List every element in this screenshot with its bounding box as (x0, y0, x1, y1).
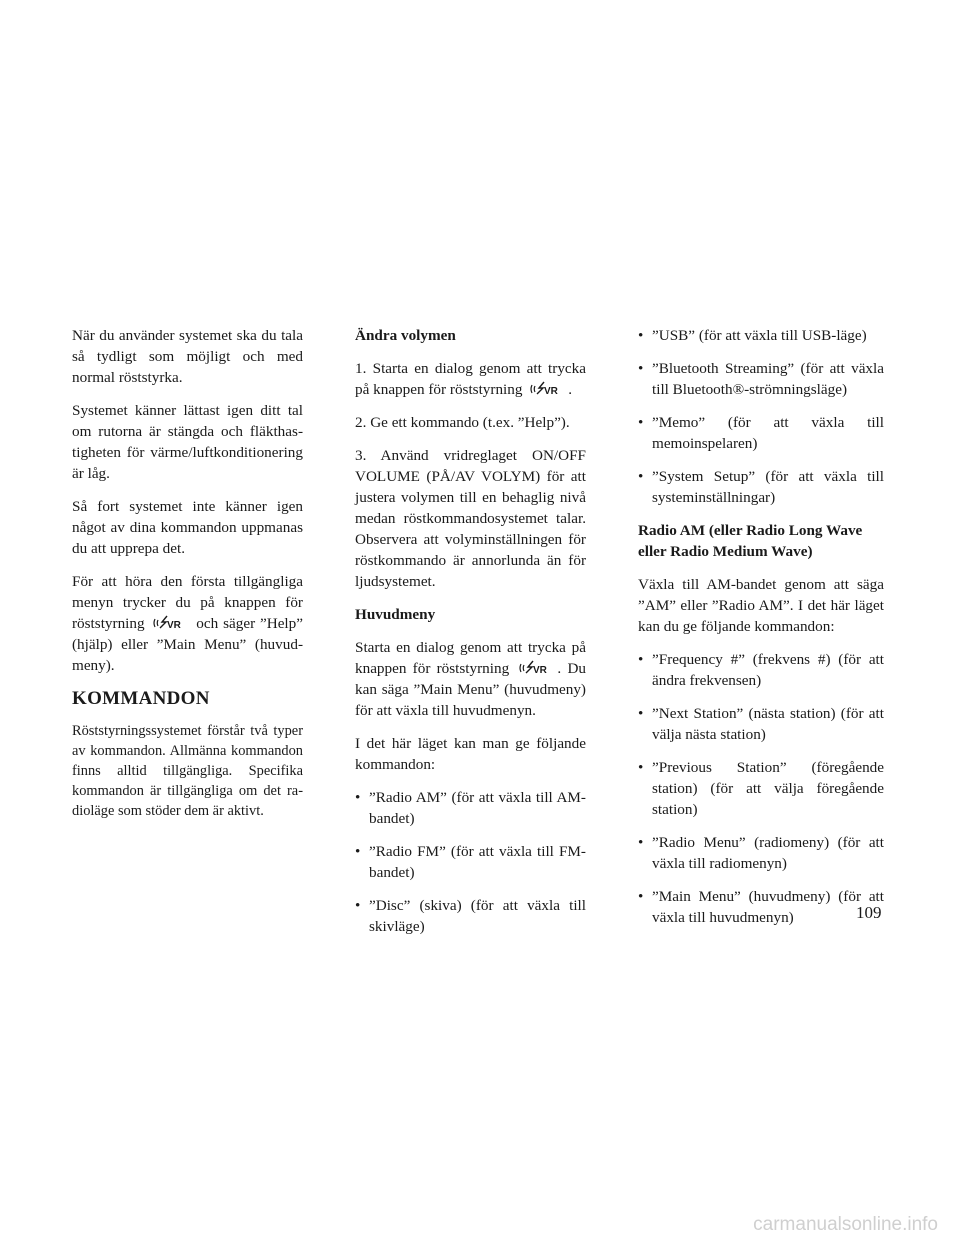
list-item (638, 466, 884, 508)
list-item (638, 649, 884, 691)
list-item-text: ”Radio FM” (för att växla till FM-bandet) (369, 843, 586, 881)
list-item (638, 412, 884, 454)
subheading-main-menu: Huvudmeny (355, 606, 436, 623)
bullet: • (638, 705, 644, 722)
svg-text:VR: VR (544, 386, 559, 397)
bullet: • (355, 897, 361, 914)
step-1-text: 1. Starta en dialog genom att trycka på knappen för röststyrning (355, 360, 586, 398)
main-menu-command-list-continued (638, 325, 884, 508)
list-item-text: ”Bluetooth Streaming” (för att växla till Bluetooth®-strömningsläge) (652, 360, 884, 398)
list-item-text: ”Radio Menu” (radiomeny) (för att växla till radiomenyn) (652, 834, 884, 872)
step-2: 2. Ge ett kommando (t.ex. ”Help”). (355, 414, 570, 431)
list-item (355, 895, 586, 937)
list-item (638, 886, 884, 928)
step-3: 3. Använd vridreglaget ON/OFF VOLUME (PÅ/AV VOLYM) för att justera volymen till en behaglig nivå medan röstkommandosystemet talar. Observera att volyminställningen för röstkommando är annorlunda än för ljudsystemet. (355, 447, 586, 590)
bullet: • (638, 327, 644, 344)
list-item-text: ”Main Menu” (huvudmeny) (för att växla till huvudmenyn) (652, 888, 884, 926)
svg-text:VR: VR (533, 665, 548, 676)
list-item (638, 757, 884, 820)
paragraph-repeat-prompt: Så fort systemet inte känner igen något av dina kommandon uppmanas du att upprepa det. (72, 498, 303, 557)
list-item (355, 841, 586, 883)
bullet: • (638, 360, 644, 377)
list-item-text: ”USB” (för att växla till USB-läge) (652, 327, 867, 344)
svg-text:VR: VR (167, 620, 182, 631)
list-item-text: ”Memo” (för att växla till memoinspelaren) (652, 414, 884, 452)
watermark: carmanualsonline.info (753, 1214, 938, 1235)
list-item (638, 358, 884, 400)
bullet: • (638, 414, 644, 431)
paragraph-first-menu-text-b: och säger ”Help” (hjälp) eller ”Main Menu” (huvudmeny). (72, 615, 303, 674)
step-1-end: . (568, 381, 573, 398)
list-item-text: ”System Setup” (för att växla till systeminställningar) (652, 468, 884, 506)
bullet: • (355, 843, 361, 860)
voice-recognition-icon (152, 615, 188, 631)
paragraph-recognition-conditions: Systemet känner lättast igen ditt tal om rutorna är stängda och fläkthastigheten för värme/luftkonditionering är låg. (72, 402, 303, 482)
right-column (638, 325, 884, 940)
step-1 (355, 358, 586, 400)
list-item (638, 832, 884, 874)
list-item-text: ”Disc” (skiva) (för att växla till skivläge) (369, 897, 586, 935)
list-item-text: ”Frequency #” (frekvens #) (för att ändra frekvensen) (652, 651, 884, 689)
paragraph-speak-clearly: När du använder systemet ska du tala så tydligt som möjligt och med normal röststyrka. (72, 327, 303, 386)
main-menu-command-list (355, 787, 586, 937)
list-item-text: ”Next Station” (nästa station) (för att välja nästa station) (652, 705, 884, 743)
bullet: • (355, 789, 361, 806)
paragraph-main-menu (355, 637, 586, 721)
subheading-change-volume: Ändra volymen (355, 327, 456, 344)
subheading-radio-am: Radio AM (eller Radio Long Wave eller Radio Medium Wave) (638, 522, 863, 560)
paragraph-command-types: Röststyrningssystemet förstår två typer av kommandon. Allmänna kommandon finns alltid tillgängliga. Specifika kommandon är tillgängliga om det radioläge som stöder dem är aktivt. (72, 723, 303, 819)
paragraph-main-menu-text-b: . Du kan säga ”Main Menu” (huvudmeny) för att växla till huvudmenyn. (355, 660, 587, 719)
voice-recognition-icon (518, 660, 554, 676)
section-heading-kommandon: KOMMANDON (72, 688, 210, 709)
middle-column (355, 325, 586, 949)
list-item (355, 787, 586, 829)
paragraph-mode-commands: I det här läget kan man ge följande kommandon: (355, 735, 586, 773)
bullet: • (638, 759, 644, 776)
radio-am-command-list (638, 649, 884, 928)
paragraph-first-menu (72, 571, 303, 676)
voice-recognition-icon (529, 381, 565, 397)
bullet: • (638, 834, 644, 851)
bullet: • (638, 651, 644, 668)
bullet: • (638, 888, 644, 905)
paragraph-first-menu-text-a: För att höra den första tillgängliga menyn trycker du på knappen för röststyrning (72, 573, 303, 632)
page-number: 109 (856, 903, 882, 922)
left-column (72, 325, 303, 833)
list-item (638, 325, 884, 346)
bullet: • (638, 468, 644, 485)
paragraph-radio-am: Växla till AM-bandet genom att säga ”AM” eller ”Radio AM”. I det här läget kan du ge följande kommandon: (638, 576, 884, 635)
paragraph-main-menu-text-a: Starta en dialog genom att trycka på knappen för röststyrning (355, 639, 586, 677)
list-item-text: ”Radio AM” (för att växla till AM-bandet) (369, 789, 586, 827)
list-item (638, 703, 884, 745)
list-item-text: ”Previous Station” (föregående station) (för att välja föregående station) (652, 759, 884, 818)
